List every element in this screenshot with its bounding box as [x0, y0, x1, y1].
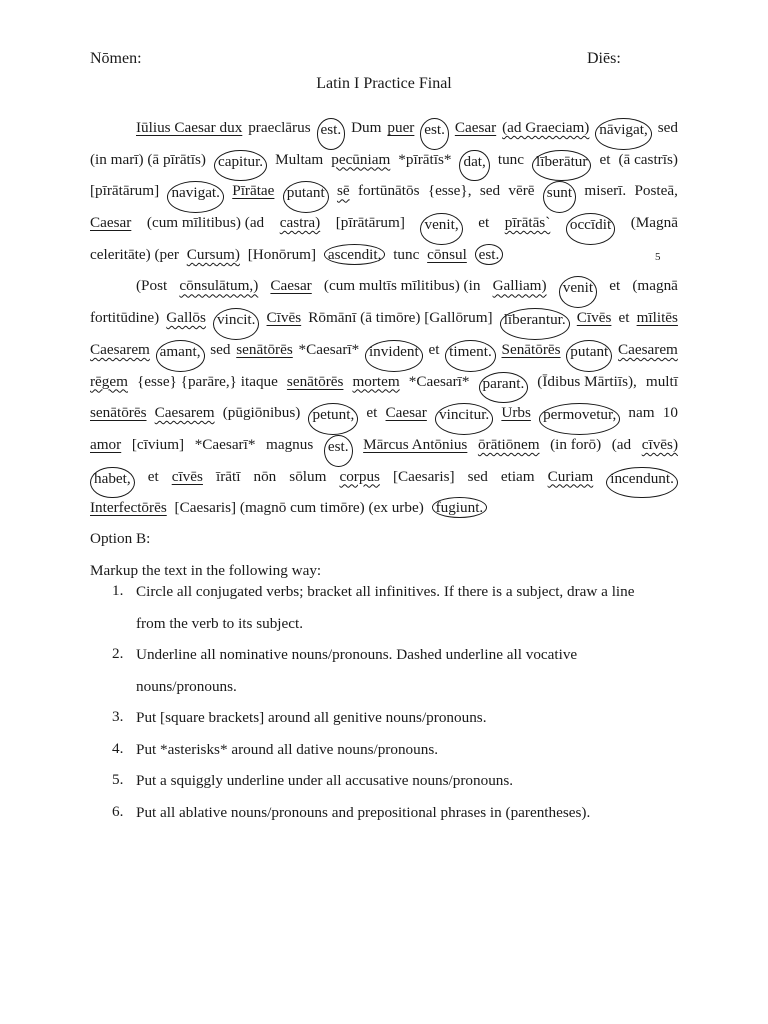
passage-word: īrātī	[215, 467, 241, 485]
instruction-text: Underline all nominative nouns/pronouns. Dashed underline all vocative	[136, 646, 578, 663]
instruction-text: Circle all conjugated verbs; bracket all infinitives. If there is a subject, draw a line	[136, 583, 635, 600]
passage-word: [Caesaris] (magnō cum timōre) (ex urbe)	[174, 499, 424, 517]
passage-word: sed	[657, 119, 678, 136]
instruction-number: 4.	[112, 739, 124, 757]
passage-line	[90, 150, 678, 182]
circled-verb: sunt	[543, 181, 576, 213]
nominative-word: Urbs	[501, 404, 531, 422]
instruction-number: 2.	[112, 645, 124, 662]
accusative-word: Gallōs	[166, 309, 206, 327]
accusative-word: rēgem	[90, 372, 128, 390]
passage-word: miserī.	[584, 182, 627, 200]
passage-word: sed	[210, 340, 231, 358]
accusative-word: mortem	[352, 372, 400, 390]
passage-word: celeritāte) (per	[90, 245, 179, 263]
nominative-word: senātōrēs	[236, 340, 293, 358]
passage-line	[90, 245, 678, 277]
passage-word: multī	[645, 372, 678, 390]
passage-word: *Caesarī*	[408, 372, 470, 390]
latin-passage	[90, 118, 678, 530]
circled-verb: parant.	[479, 372, 529, 404]
passage-line	[90, 372, 678, 404]
circled-verb: putant	[566, 340, 612, 372]
passage-word: et	[609, 277, 621, 295]
instruction-number: 6.	[112, 802, 124, 820]
passage-line	[90, 435, 678, 467]
passage-word: tunc	[393, 245, 420, 263]
nominative-word: mīlitēs	[636, 309, 678, 327]
nominative-word: Caesar	[90, 214, 132, 232]
circled-verb: venit,	[420, 213, 462, 245]
passage-line	[90, 213, 678, 245]
circled-verb: nāvigat,	[595, 118, 652, 150]
circled-verb: vincit.	[213, 308, 259, 340]
passage-word: (Magnā	[630, 214, 678, 232]
passage-word: et	[478, 214, 490, 232]
option-b-label: Option B:	[90, 530, 151, 547]
passage-line	[90, 181, 678, 213]
instruction-text: Put [square brackets] around all genitive nouns/pronouns.	[136, 709, 487, 726]
passage-word: *pīrātīs*	[398, 150, 452, 168]
circled-verb: petunt,	[308, 403, 358, 435]
nominative-word: Cīvēs	[266, 309, 302, 327]
circled-verb: est.	[317, 118, 346, 150]
passage-word: sed	[479, 182, 501, 200]
passage-word: [Caesaris]	[392, 467, 455, 485]
passage-word: Rōmānī (ā timōre) [Gallōrum]	[308, 309, 493, 327]
nominative-word: Cīvēs	[576, 309, 612, 327]
passage-line	[90, 403, 678, 435]
passage-word: [cīvium]	[131, 435, 185, 453]
nominative-word: Caesar	[454, 119, 497, 136]
passage-line	[90, 276, 678, 308]
passage-word: (ā castrīs)	[618, 150, 678, 168]
circled-verb: est.	[420, 118, 449, 150]
passage-line	[90, 118, 678, 150]
passage-word: [pīrātārum]	[90, 182, 160, 200]
nominative-word: senātōrēs	[286, 372, 344, 390]
accusative-word: Cursum)	[186, 245, 240, 263]
passage-word: {esse},	[427, 182, 472, 200]
instruction-text: Put *asterisks* around all dative nouns/pronouns.	[136, 740, 439, 758]
circled-verb: habet,	[90, 467, 135, 499]
passage-line	[90, 340, 678, 372]
passage-word: (in forō)	[550, 435, 602, 453]
nominative-word: amor	[90, 435, 122, 453]
nominative-word: senātōrēs	[90, 404, 147, 422]
circled-verb: est.	[475, 244, 504, 265]
passage-word: 10	[662, 404, 678, 422]
accusative-word: cōnsulātum,)	[179, 277, 259, 295]
circled-verb: timent.	[445, 340, 496, 372]
passage-word: *Caesarī*	[298, 340, 360, 358]
accusative-word: Caesarem	[90, 340, 150, 358]
nominative-word: cōnsul	[427, 245, 467, 263]
passage-word: sōlum	[289, 467, 327, 485]
passage-word: tunc	[497, 150, 524, 168]
nominative-word: Caesar	[270, 277, 312, 295]
circled-verb: līberātur	[532, 150, 591, 182]
markup-intro: Markup the text in the following way:	[90, 562, 322, 579]
passage-word: (cum mīlitibus) (ad	[146, 214, 265, 232]
accusative-word: Curiam	[547, 467, 594, 485]
nominative-word: Iūlius Caesar dux	[136, 119, 243, 136]
passage-word: sed	[467, 467, 488, 485]
passage-word: fortūnātōs	[357, 182, 420, 200]
circled-verb: putant	[283, 181, 329, 213]
accusative-word: Caesarem	[618, 340, 678, 358]
instruction-item	[112, 740, 692, 772]
circled-verb: navigat.	[167, 181, 224, 213]
passage-line	[90, 308, 678, 340]
passage-word: [pīrātārum]	[335, 214, 405, 232]
passage-line	[90, 498, 678, 530]
passage-word: Dum	[351, 119, 382, 136]
circled-verb: fugiunt.	[432, 497, 488, 518]
circled-verb: vincitur.	[435, 403, 493, 435]
circled-verb: occīdit	[566, 213, 615, 245]
passage-word: praeclārus	[248, 119, 311, 136]
circled-verb: permovetur,	[539, 403, 620, 435]
passage-word: [Honōrum]	[247, 245, 317, 263]
nominative-word: cīvēs	[171, 467, 203, 485]
instruction-text: nouns/pronouns.	[136, 677, 237, 695]
passage-word: fortitūdine)	[90, 309, 160, 327]
passage-word: (cum multīs mīlitibus) (in	[323, 277, 481, 295]
instruction-number: 3.	[112, 708, 124, 725]
circled-verb: est.	[324, 435, 353, 467]
instruction-text: Put all ablative nouns/pronouns and prepositional phrases in (parentheses).	[136, 803, 591, 821]
nominative-word: puer	[387, 119, 415, 136]
passage-word: vērē	[508, 182, 535, 200]
passage-word: et	[428, 340, 440, 358]
instruction-item	[112, 582, 692, 645]
passage-word: et	[599, 150, 611, 168]
passage-word: Multam	[275, 150, 324, 168]
passage-word: (Īdibus Mārtiīs),	[537, 372, 637, 390]
circled-verb: capitur.	[214, 150, 267, 182]
accusative-word: (ad Graeciam)	[502, 119, 590, 136]
line-number: 5	[655, 251, 661, 263]
passage-word: *Caesarī*	[194, 435, 256, 453]
circled-verb: venit	[559, 276, 597, 308]
circled-verb: invident	[365, 340, 423, 372]
accusative-word: cīvēs)	[641, 435, 678, 453]
instruction-text: Put a squiggly underline under all accusative nouns/pronouns.	[136, 772, 514, 789]
accusative-word: ōrātiōnem	[477, 435, 540, 453]
accusative-word: sē	[336, 182, 350, 200]
page-title: Latin I Practice Final	[316, 75, 452, 92]
accusative-word: Galliam)	[492, 277, 547, 295]
passage-word: magnus	[266, 435, 314, 453]
circled-verb: incendunt.	[606, 467, 678, 499]
instruction-list	[112, 582, 692, 834]
accusative-word: corpus	[339, 467, 380, 485]
passage-word: (ad	[611, 435, 632, 453]
passage-word: (pūgiōnibus)	[222, 404, 301, 422]
accusative-word: Caesarem	[154, 404, 215, 422]
passage-word: Posteā,	[634, 182, 678, 200]
passage-word: et	[366, 404, 378, 422]
nominative-word: Caesar	[385, 404, 427, 422]
passage-word: nōn	[253, 467, 277, 485]
instruction-item	[112, 771, 692, 803]
passage-line	[90, 467, 678, 499]
circled-verb: ascendit,	[324, 244, 386, 265]
circled-verb: līberantur.	[500, 308, 570, 340]
name-label: Nōmen:	[90, 50, 142, 67]
accusative-word: castra)	[279, 214, 321, 232]
instruction-text: from the verb to its subject.	[136, 614, 304, 632]
instruction-number: 5.	[112, 771, 124, 788]
nominative-word: Pīrātae	[232, 182, 275, 200]
nominative-word: Senātōrēs	[501, 340, 561, 358]
instruction-number: 1.	[112, 582, 124, 599]
passage-word: et	[618, 309, 630, 327]
instruction-item	[112, 803, 692, 835]
passage-word: (magnā	[632, 277, 678, 295]
passage-word: (in marī) (ā pīrātīs)	[90, 150, 206, 168]
nominative-word: Interfectōrēs	[90, 499, 167, 517]
circled-verb: dat,	[459, 150, 489, 182]
passage-word: etiam	[500, 467, 535, 485]
instruction-item	[112, 708, 692, 740]
passage-word: et	[147, 467, 159, 485]
accusative-word: pīrātās`	[504, 214, 551, 232]
passage-word: {esse} {parāre,} itaque	[136, 372, 278, 390]
circled-verb: amant,	[156, 340, 205, 372]
date-label: Diēs:	[587, 50, 621, 67]
nominative-word: Mārcus Antōnius	[363, 435, 468, 453]
accusative-word: pecūniam	[331, 150, 391, 168]
passage-word: nam	[628, 404, 655, 422]
passage-word: (Post	[136, 277, 168, 295]
instruction-item	[112, 645, 692, 708]
